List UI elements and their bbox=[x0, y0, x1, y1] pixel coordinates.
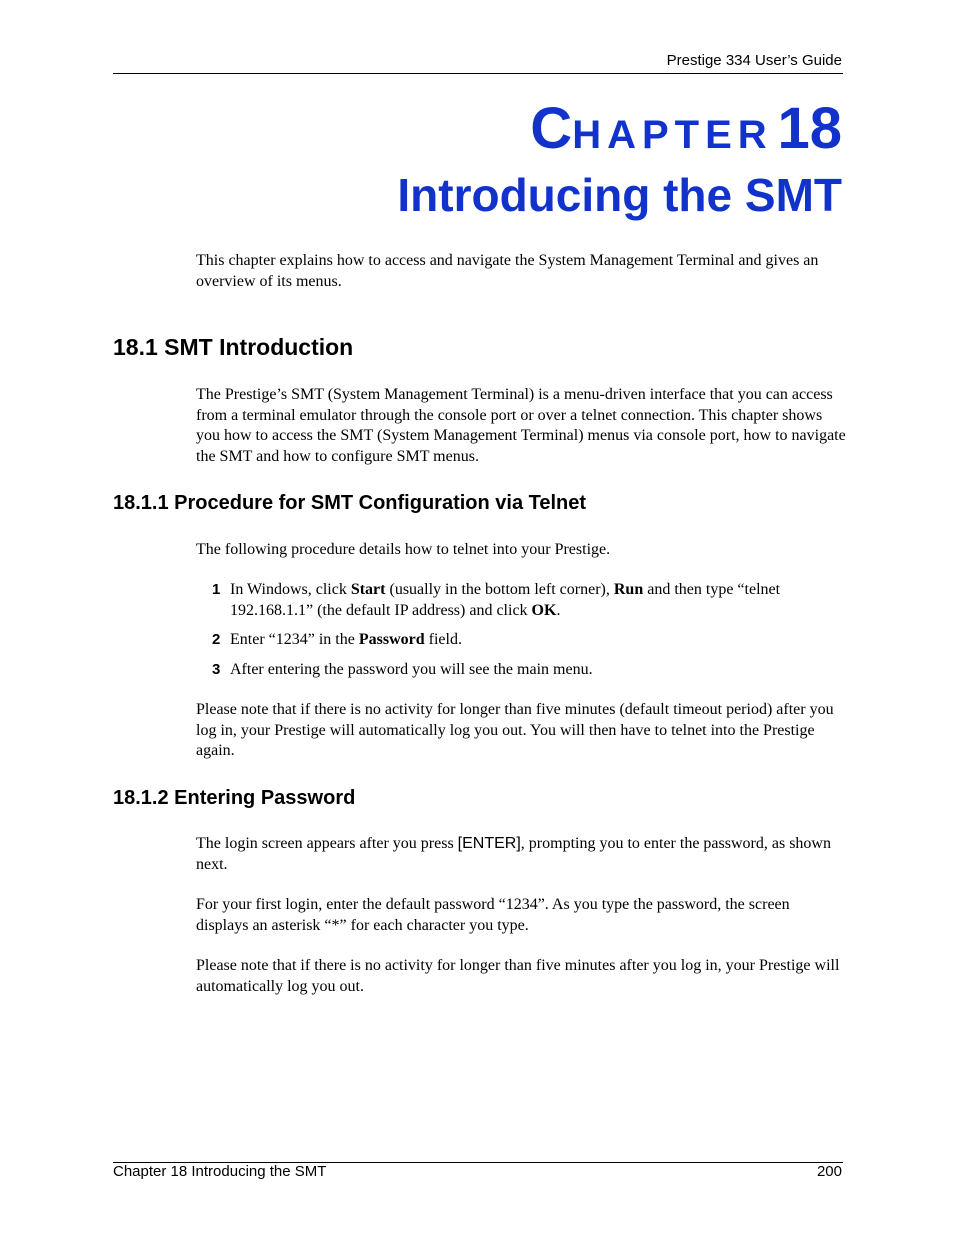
enter-key-label: [ENTER] bbox=[457, 835, 521, 852]
chapter-title: Introducing the SMT bbox=[397, 169, 842, 221]
intro-paragraph: This chapter explains how to access and navigate the System Management Terminal and gives an overview of its menus. bbox=[196, 252, 819, 290]
section-18-1-1-intro: The following procedure details how to telnet into your Prestige. bbox=[196, 541, 611, 558]
chapter-label-rest: HAPTER bbox=[572, 113, 773, 157]
procedure-step-1 bbox=[212, 580, 846, 621]
footer-chapter-ref: Chapter 18 Introducing the SMT bbox=[113, 1163, 327, 1180]
first-login-paragraph: For your first login, enter the default password “1234”. As you type the password, the screen displays an asterisk “*” for each character you type. bbox=[196, 896, 790, 934]
step-text: In Windows, click Start (usually in the bottom left corner), Run and then type “telnet 192.168.1.1” (the default IP address) and click OK. bbox=[230, 581, 781, 619]
start-label: Start bbox=[350, 581, 386, 598]
timeout-note-paragraph: Please note that if there is no activity for longer than five minutes (default timeout period) after you log in, your Prestige will automatically log you out. You will then have to telnet into the Prestige again. bbox=[196, 701, 834, 759]
procedure-step-3 bbox=[212, 660, 846, 681]
step-text: After entering the password you will see the main menu. bbox=[230, 661, 593, 678]
chapter-label bbox=[530, 96, 842, 161]
chapter-label-initial: C bbox=[530, 96, 573, 161]
chapter-number bbox=[773, 96, 842, 161]
step-number: 2 bbox=[212, 631, 221, 648]
run-label: Run bbox=[613, 581, 644, 598]
section-heading-18-1-2: 18.1.2 Entering Password bbox=[113, 787, 356, 809]
password-field-label: Password bbox=[358, 631, 425, 648]
ok-label: OK bbox=[531, 601, 557, 619]
chapter-number-value: 18 bbox=[777, 96, 842, 161]
procedure-step-2 bbox=[212, 630, 846, 651]
section-heading-18-1: 18.1 SMT Introduction bbox=[113, 334, 354, 360]
step-number: 1 bbox=[212, 581, 221, 598]
login-screen-paragraph: The login screen appears after you press [ENTER], prompting you to enter the password, as shown next. bbox=[196, 835, 831, 873]
page-number: 200 bbox=[816, 1163, 842, 1180]
section-18-1-paragraph: The Prestige’s SMT (System Management Terminal) is a menu-driven interface that you can access from a terminal emulator through the console port or over a telnet connection. This chapter shows you how to access the SMT (System Management Terminal) menus via console port, how to navigate the SMT and how to configure SMT menus. bbox=[196, 386, 846, 465]
section-heading-18-1-1: 18.1.1 Procedure for SMT Configuration via Telnet bbox=[113, 492, 587, 514]
running-header: Prestige 334 User’s Guide bbox=[666, 52, 842, 69]
step-text: Enter “1234” in the Password field. bbox=[230, 631, 462, 648]
header-rule bbox=[113, 73, 843, 74]
auto-logout-paragraph: Please note that if there is no activity for longer than five minutes after you log in, your Prestige will automatically log you out. bbox=[196, 957, 840, 995]
step-number: 3 bbox=[212, 661, 221, 678]
